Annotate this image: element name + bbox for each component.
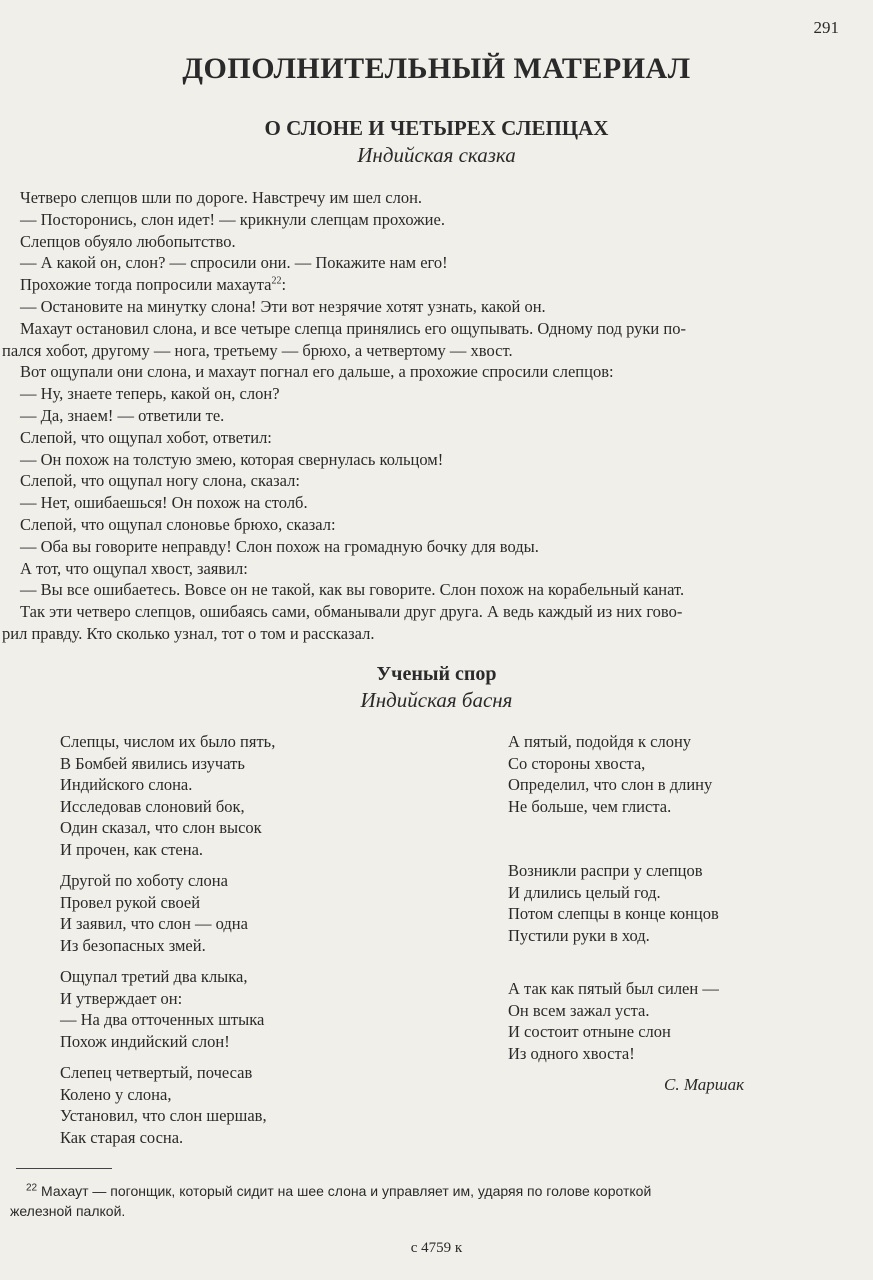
story-line: Слепой, что ощупал слоновье брюхо, сказал: <box>20 514 336 534</box>
verse-line: Ощупал третий два клыка, <box>60 967 248 986</box>
footnote-line: железной палкой. <box>10 1203 126 1219</box>
story-line: — Нет, ошибаешься! Он похож на столб. <box>20 493 308 513</box>
story-line: пался хобот, другому — нога, третьему — брюхо, а четвертому — хвост. <box>2 340 513 360</box>
footnote-text: Махаут — погонщик, который сидит на шее слона и управляет им, ударяя по голове короткой <box>41 1183 652 1199</box>
poem-stanza <box>60 1062 275 1148</box>
verse-line: — На два отточенных штыка <box>60 1010 265 1029</box>
story-line: — Посторонись, слон идет! — крикнули слепцам прохожие. <box>20 209 445 229</box>
verse-line: Потом слепцы в конце концов <box>508 904 719 923</box>
verse-line: Похож индийский слон! <box>60 1031 230 1051</box>
story-line: рил правду. Кто сколько узнал, тот о том и рассказал. <box>2 623 375 643</box>
verse-line: Слепцы, числом их было пять, <box>60 732 276 751</box>
story-line: Так эти четверо слепцов, ошибаясь сами, обманывали друг друга. А ведь каждый из них гово- <box>20 602 683 622</box>
verse-line: И прочен, как стена. <box>60 839 204 859</box>
verse-line: И утверждает он: <box>60 988 183 1008</box>
poem-stanza <box>60 870 275 956</box>
verse-line: И состоит отныне слон <box>508 1022 671 1041</box>
poem-stanza <box>508 731 719 817</box>
story-line: Слепой, что ощупал ногу слона, сказал: <box>20 471 300 491</box>
verse-line: А так как пятый был силен — <box>508 979 719 998</box>
story-subtitle: Индийская сказка <box>357 143 516 167</box>
verse-line: И заявил, что слон — одна <box>60 914 248 933</box>
printer-imprint: с 4759 к <box>410 1240 463 1256</box>
story-line: Слепой, что ощупал хобот, ответил: <box>20 427 272 447</box>
verse-line: Он всем зажал уста. <box>508 1000 650 1020</box>
footnote-marker: 22 <box>271 275 282 287</box>
poem-right-column <box>508 731 719 1074</box>
poem-stanza <box>60 966 275 1052</box>
verse-line: Из безопасных змей. <box>60 935 206 955</box>
footnote <box>10 1181 840 1221</box>
poem-stanza <box>508 978 719 1064</box>
verse-line: Не больше, чем глиста. <box>508 796 672 816</box>
story-line: — Остановите на минутку слона! Эти вот незрячие хотят узнать, какой он. <box>20 296 546 316</box>
story-line: — Оба вы говорите неправду! Слон похож на громадную бочку для воды. <box>20 536 539 556</box>
story-title: О СЛОНЕ И ЧЕТЫРЕХ СЛЕПЦАХ <box>264 116 609 140</box>
story-line: — А какой он, слон? — спросили они. — Покажите нам его! <box>20 253 448 273</box>
story-line: Вот ощупали они слона, и махаут погнал его дальше, а прохожие спросили слепцов: <box>20 362 614 382</box>
story-line-suffix: : <box>281 275 287 295</box>
story-line: Слепцов обуяло любопытство. <box>20 231 236 251</box>
story-text <box>0 187 873 645</box>
main-title: ДОПОЛНИТЕЛЬНЫЙ МАТЕРИАЛ <box>182 52 691 85</box>
verse-line: Как старая сосна. <box>60 1127 184 1147</box>
verse-line: Колено у слона, <box>60 1084 172 1104</box>
poem-left-column <box>60 731 275 1158</box>
verse-line: Со стороны хвоста, <box>508 753 646 773</box>
page-number: 291 <box>813 18 839 37</box>
poem-title: Ученый спор <box>376 663 497 685</box>
footnote-divider <box>16 1168 112 1169</box>
verse-line: Исследовав слоновий бок, <box>60 796 245 816</box>
story-line: — Вы все ошибаетесь. Вовсе он не такой, как вы говорите. Слон похож на корабельный канат. <box>20 580 685 600</box>
verse-line: И длились целый год. <box>508 882 661 902</box>
verse-line: Другой по хоботу слона <box>60 871 228 890</box>
poem-subtitle: Индийская басня <box>360 688 513 712</box>
verse-line: Определил, что слон в длину <box>508 775 713 794</box>
verse-line: Из одного хвоста! <box>508 1043 635 1063</box>
verse-line: Возникли распри у слепцов <box>508 861 703 880</box>
poem-stanza <box>60 731 275 860</box>
story-line: — Да, знаем! — ответили те. <box>20 405 225 425</box>
poem-author: С. Маршак <box>664 1075 745 1094</box>
verse-line: Провел рукой своей <box>60 892 201 912</box>
verse-line: Слепец четвертый, почесав <box>60 1063 253 1082</box>
story-line: Четверо слепцов шли по дороге. Навстречу им шел слон. <box>20 188 423 207</box>
story-line: — Он похож на толстую змею, которая свернулась кольцом! <box>20 449 444 469</box>
story-line: — Ну, знаете теперь, какой он, слон? <box>20 384 280 404</box>
verse-line: Индийского слона. <box>60 775 193 794</box>
verse-line: Один сказал, что слон высок <box>60 818 262 837</box>
story-line: А тот, что ощупал хвост, заявил: <box>20 558 248 578</box>
story-line: Махаут остановил слона, и все четыре слепца принялись его ощупывать. Одному под руки по- <box>20 318 686 338</box>
verse-line: Пустили руки в ход. <box>508 925 650 945</box>
footnote-line <box>10 1181 840 1201</box>
story-line-text: Прохожие тогда попросили махаута <box>20 275 272 295</box>
verse-line: А пятый, подойдя к слону <box>508 732 692 751</box>
footnote-number: 22 <box>26 1182 38 1194</box>
story-line-with-footnote <box>0 274 873 296</box>
verse-line: В Бомбей явились изучать <box>60 753 245 773</box>
verse-line: Установил, что слон шершав, <box>60 1106 267 1125</box>
poem-stanza <box>508 860 719 946</box>
